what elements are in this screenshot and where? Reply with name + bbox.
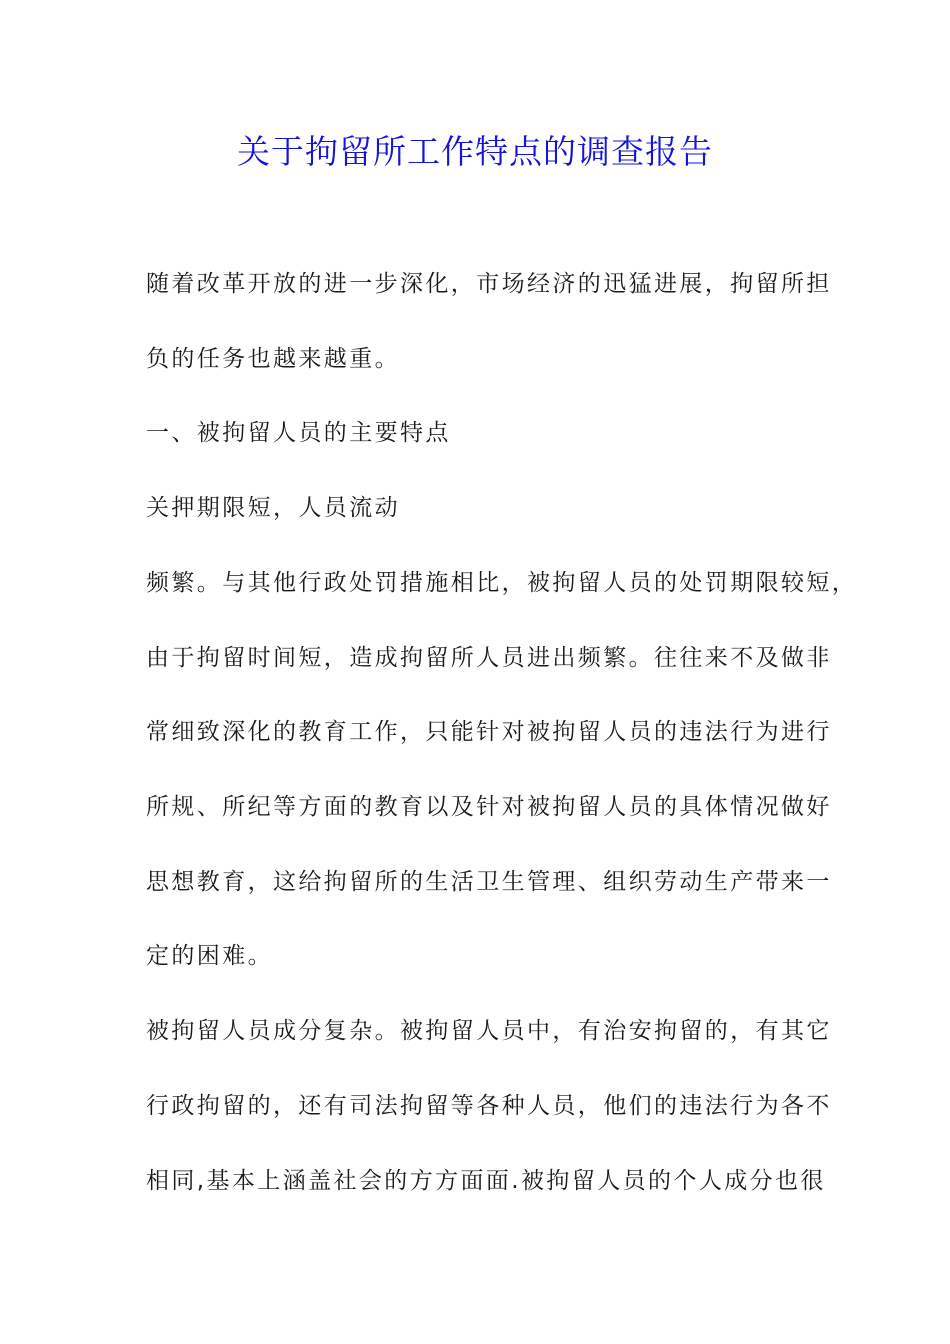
paragraph-line: 由于拘留时间短，造成拘留所人员进出频繁。往往来不及做非 xyxy=(146,645,832,671)
paragraph-line: 常细致深化的教育工作，只能针对被拘留人员的违法行为进行 xyxy=(146,719,832,745)
paragraph-line: 相同,基本上涵盖社会的方方面面.被拘留人员的个人成分也很 xyxy=(146,1168,826,1194)
section-heading: 一、被拘留人员的主要特点 xyxy=(146,420,451,446)
paragraph-line: 被拘留人员成分复杂。被拘留人员中，有治安拘留的，有其它 xyxy=(146,1018,832,1044)
paragraph-line: 关押期限短，人员流动 xyxy=(146,495,400,521)
paragraph-line: 所规、所纪等方面的教育以及针对被拘留人员的具体情况做好 xyxy=(146,794,832,820)
document-title: 关于拘留所工作特点的调查报告 xyxy=(237,132,713,171)
paragraph-line: 行政拘留的，还有司法拘留等各种人员，他们的违法行为各不 xyxy=(146,1093,832,1119)
paragraph-line: 随着改革开放的进一步深化，市场经济的迅猛进展，拘留所担 xyxy=(146,271,832,297)
paragraph-line: 思想教育，这给拘留所的生活卫生管理、组织劳动生产带来一 xyxy=(146,869,832,895)
paragraph-line: 定的困难。 xyxy=(146,943,273,969)
paragraph-line: 频繁。与其他行政处罚措施相比，被拘留人员的处罚期限较短， xyxy=(146,570,858,596)
paragraph-line: 负的任务也越来越重。 xyxy=(146,346,400,372)
